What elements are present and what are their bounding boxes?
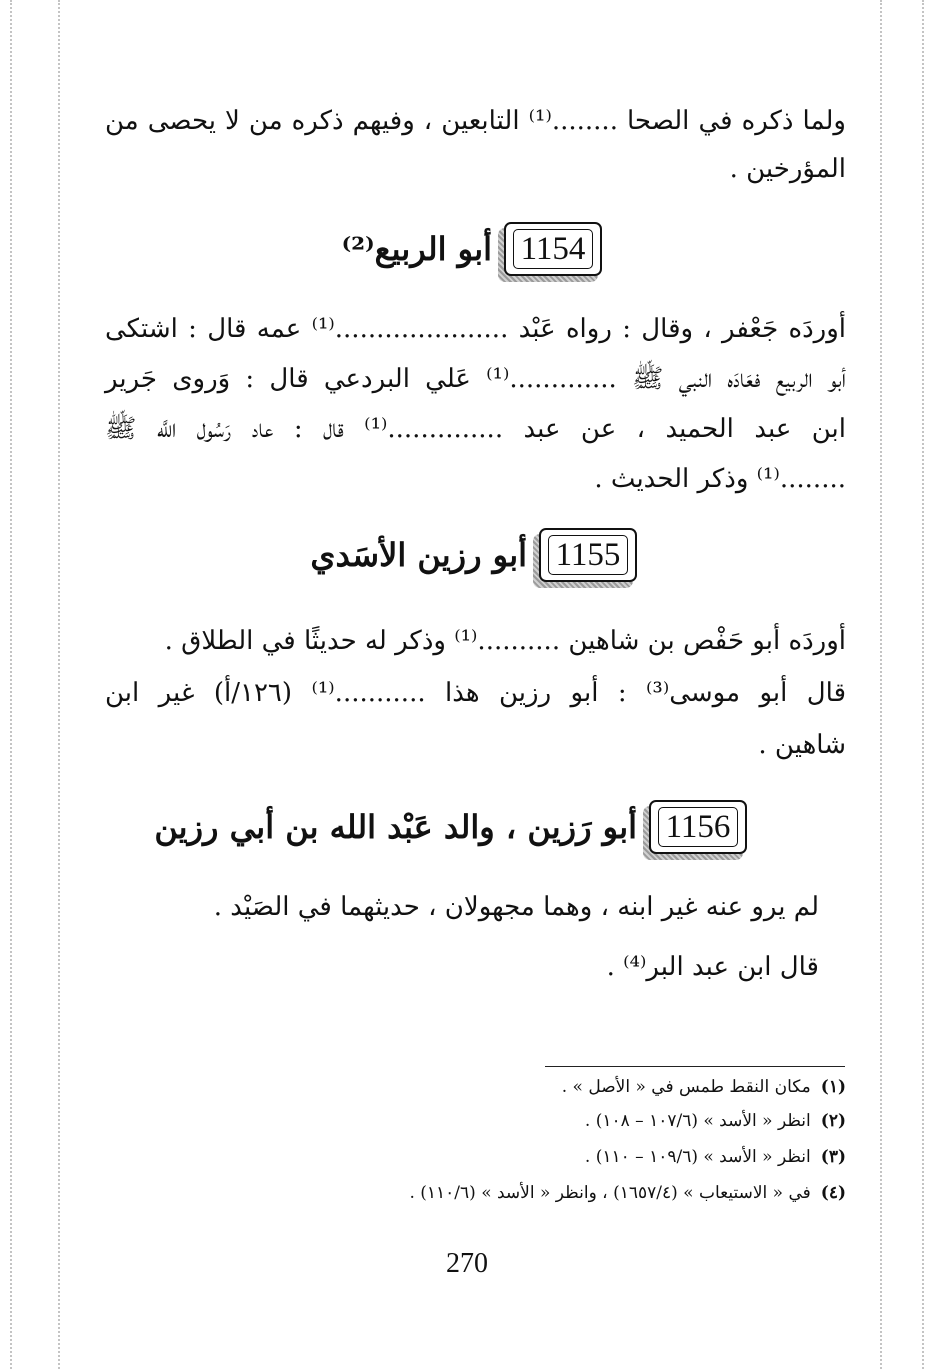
footnote-text: انظر « الأسد » (١٠٩/٦ – ١١٠) . [584, 1147, 811, 1167]
footnote [585, 1146, 846, 1168]
entry-number: 1156 [665, 808, 731, 845]
entry-text-line: قال ابن عبد البر⁽⁴⁾ . [606, 952, 819, 982]
entry-number: 1155 [555, 536, 621, 573]
entry-text-line: لم يرو عنه غير ابنه ، وهما مجهولان ، حديثهما في الصَيْد . [213, 892, 819, 922]
entry-text-line: قال أبو موسى⁽³⁾ : أبو رزين هذا ...........⁽¹⁾ (١٢٦/أ) غير ابن [105, 678, 846, 708]
entry-text-line: أبو الربيع فعَادَه النبي ﷺ .............⁽¹⁾ عَلي البردعي قال : وَروى جَرير [105, 364, 846, 394]
entry-number-box [539, 528, 639, 582]
entry-title: أبو رزين الأسَدي [310, 536, 527, 574]
entry-heading [310, 528, 639, 582]
footnote-text: مكان النقط طمس في « الأصل » . [561, 1077, 811, 1097]
footnote-text: انظر « الأسد » (١٠٧/٦ – ١٠٨) . [584, 1111, 811, 1131]
entry-text-line: شاهين . [758, 730, 846, 760]
entry-title: أبو الربيع⁽²⁾ [341, 230, 492, 268]
scan-margin-dots [10, 0, 14, 1369]
entry-heading [154, 800, 749, 854]
entry-text-line: ........⁽¹⁾ وذكر الحديث . [594, 464, 846, 494]
footnote [585, 1110, 846, 1132]
footnote-number: (٢) [820, 1111, 846, 1131]
scan-margin-dots [922, 0, 926, 1369]
entry-text-line: أوردَه أبو حَفْص بن شاهين ..........⁽¹⁾ وذكر له حديثًا في الطلاق . [164, 626, 846, 656]
entry-text-line: ابن عبد الحميد ، عن عبد ..............⁽¹⁾ قال : عاد رَسُول اللَّه ﷺ [105, 414, 846, 444]
entry-text-line: أوردَه جَعْفر ، وقال : رواه عَبْد .....................⁽¹⁾ عمه قال : اشتكى [105, 314, 846, 344]
scan-margin-dots [58, 0, 62, 1369]
footnote-number: (٤) [820, 1183, 846, 1203]
footnote-number: (٣) [820, 1147, 846, 1167]
footnote-number: (١) [820, 1077, 846, 1097]
entry-number-box [504, 222, 604, 276]
footnote [562, 1076, 846, 1098]
intro-line: المؤرخين . [729, 154, 846, 184]
footnote-text: في « الاستيعاب » (١٦٥٧/٤) ، وانظر « الأسد » (١١٠/٦) . [409, 1183, 811, 1203]
scan-margin-dots [880, 0, 884, 1369]
page-number: 270 [446, 1248, 488, 1279]
footnote [409, 1182, 846, 1204]
footnote-rule [545, 1066, 845, 1067]
entry-number-box [649, 800, 749, 854]
entry-title: أبو رَزين ، والد عَبْد الله بن أبي رزين [154, 808, 637, 846]
entry-number: 1154 [520, 230, 586, 267]
intro-line: ولما ذكره في الصحا ........⁽¹⁾ التابعين ، وفيهم ذكره من لا يحصى من [105, 106, 846, 136]
entry-heading [342, 222, 604, 276]
